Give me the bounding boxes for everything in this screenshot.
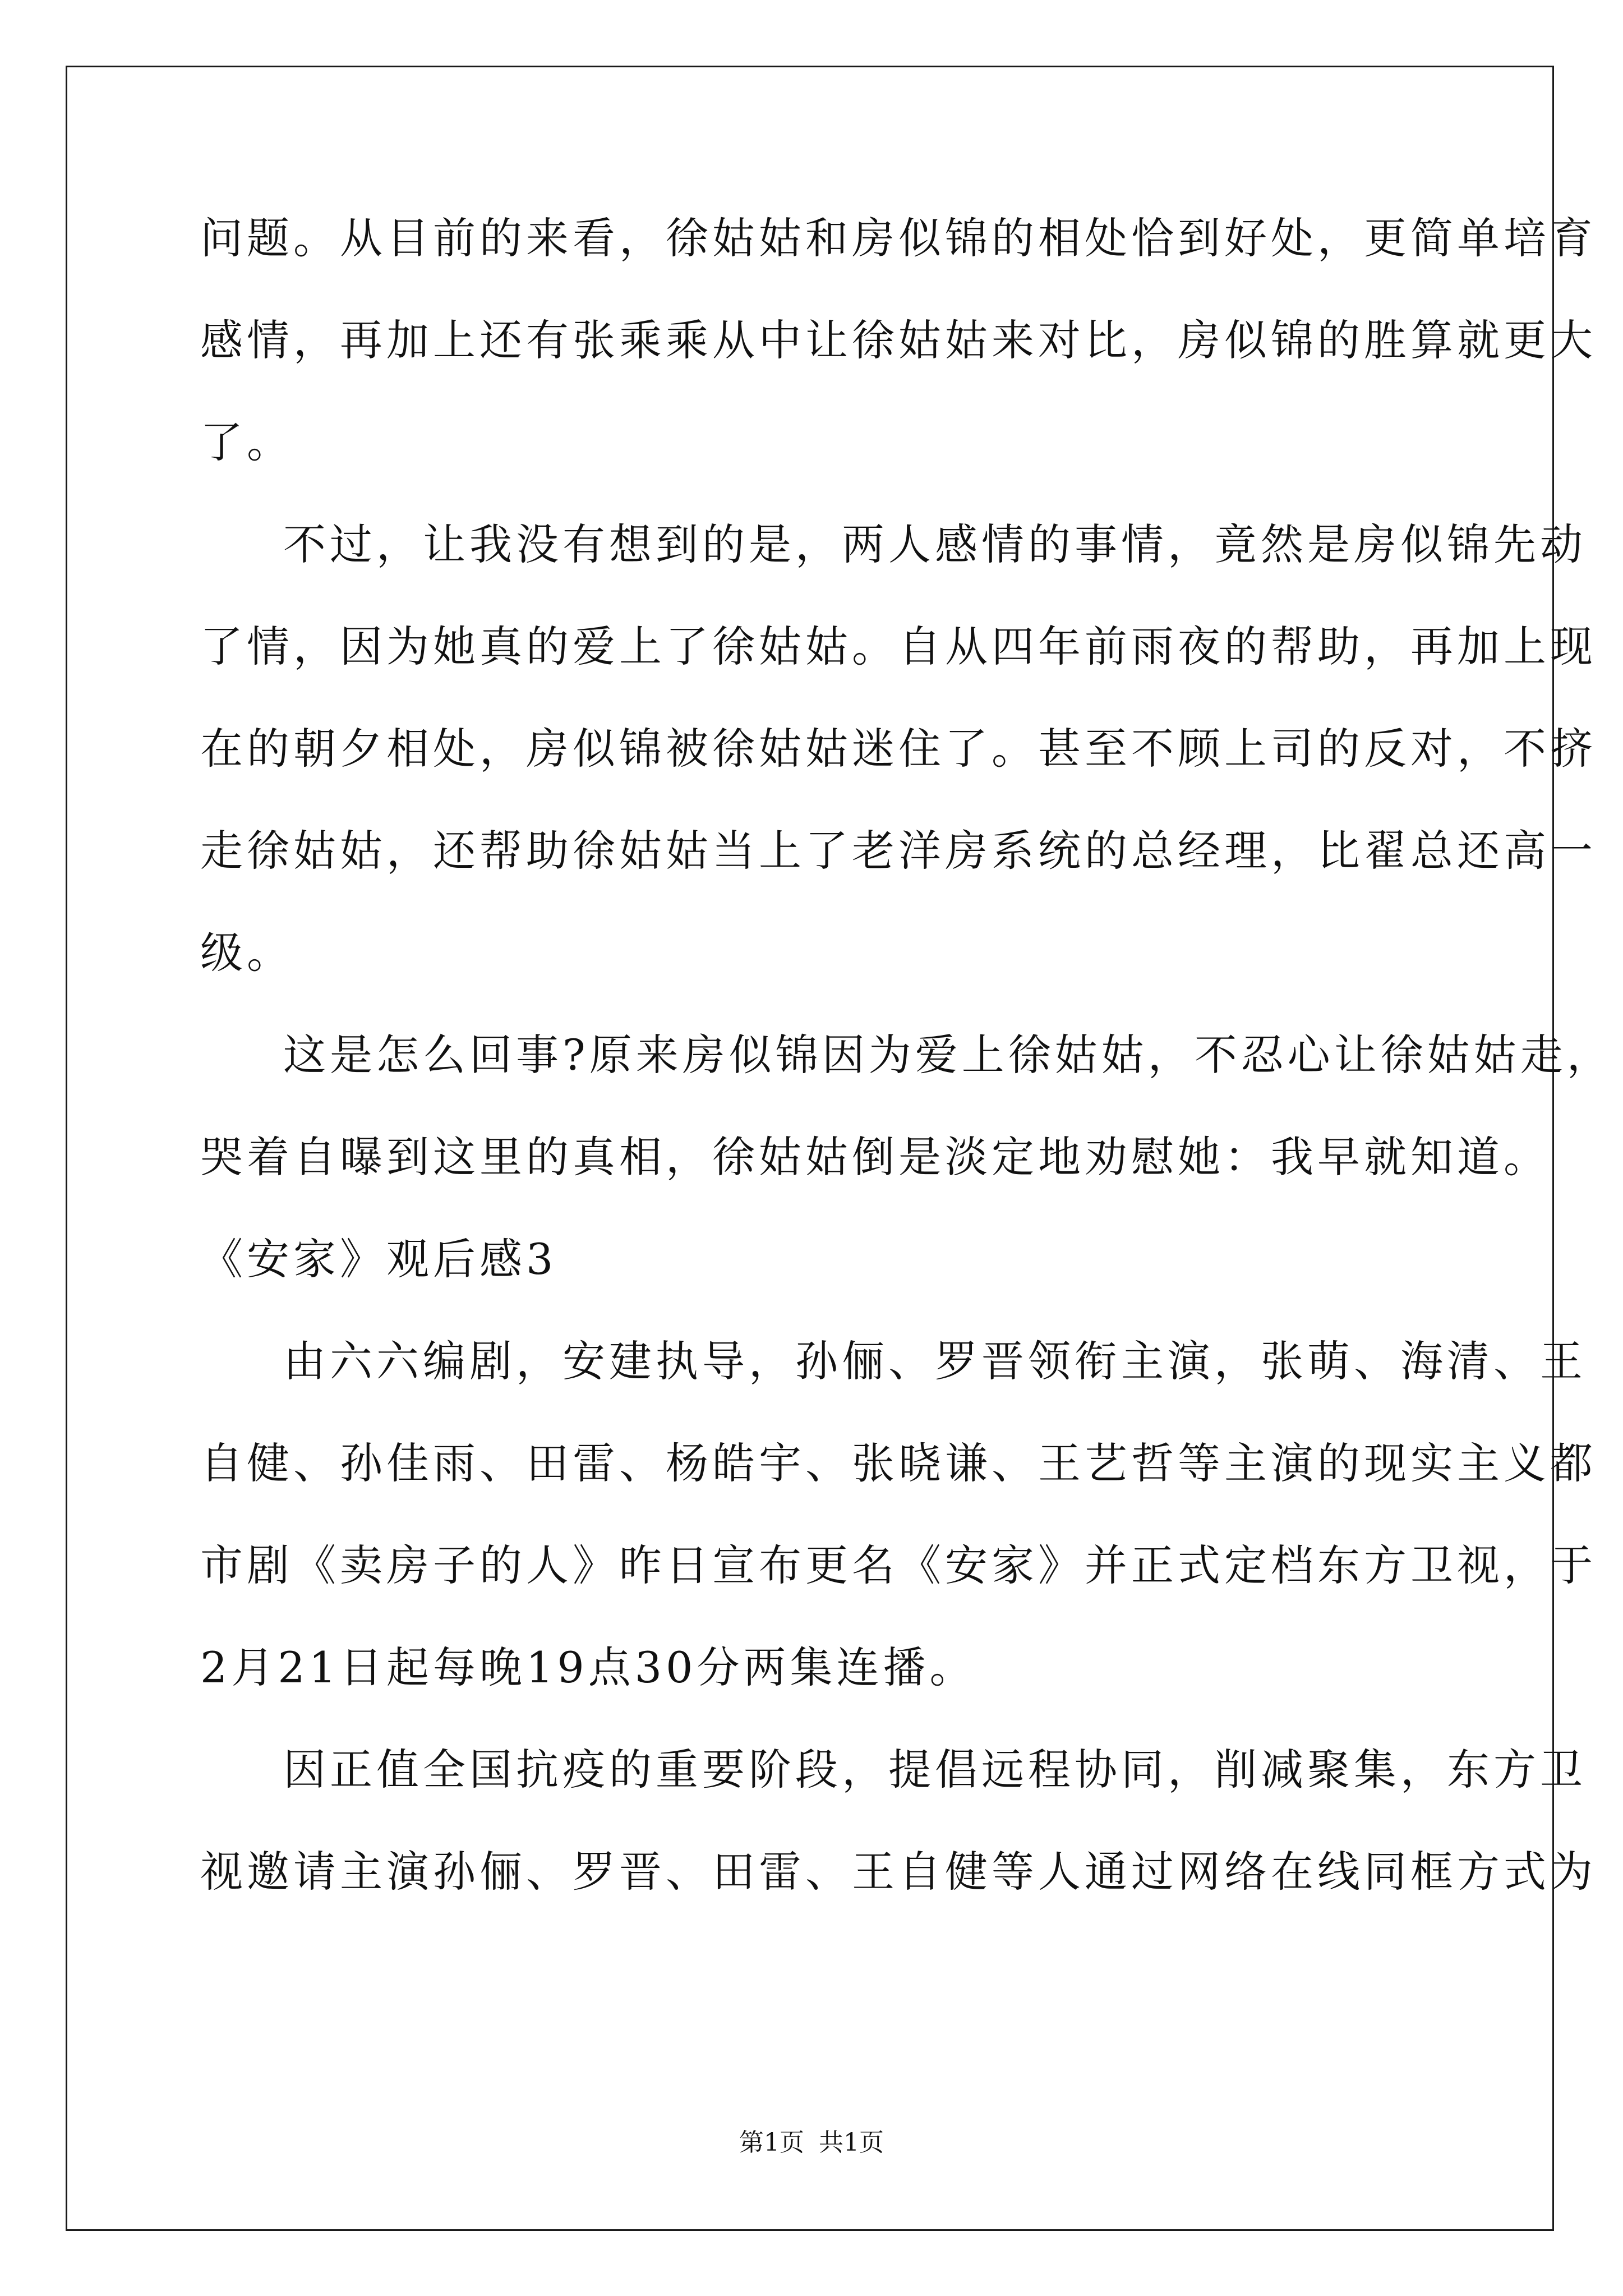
- text-line: 视邀请主演孙俪、罗晋、田雷、王自健等人通过网络在线同框方式为: [200, 1847, 1597, 1897]
- text-line: 感情，再加上还有张乘乘从中让徐姑姑来对比，房似锦的胜算就更大: [200, 315, 1597, 365]
- text-line: 由六六编剧，安建执导，孙俪、罗晋领衔主演，张萌、海清、王: [283, 1336, 1587, 1386]
- text-line: 2月21日起每晚19点30分两集连播。: [200, 1642, 976, 1692]
- text-line: 级。: [200, 928, 293, 978]
- text-line: 在的朝夕相处，房似锦被徐姑姑迷住了。甚至不顾上司的反对，不挤: [200, 724, 1597, 774]
- page-number: 第1页: [739, 2128, 804, 2157]
- text-line: 问题。从目前的来看，徐姑姑和房似锦的相处恰到好处，更简单培育: [200, 213, 1597, 263]
- text-line: 了。: [200, 417, 293, 467]
- text-line: 市剧《卖房子的人》昨日宣布更名《安家》并正式定档东方卫视，于: [200, 1540, 1597, 1590]
- section-heading: 《安家》观后感3: [200, 1234, 557, 1284]
- text-line: 自健、孙佳雨、田雷、杨皓宇、张晓谦、王艺哲等主演的现实主义都: [200, 1438, 1597, 1488]
- text-line: 不过，让我没有想到的是，两人感情的事情，竟然是房似锦先动: [283, 519, 1587, 569]
- text-line: 了情，因为她真的爱上了徐姑姑。自从四年前雨夜的帮助，再加上现: [200, 622, 1597, 671]
- text-line: 走徐姑姑，还帮助徐姑姑当上了老洋房系统的总经理，比翟总还高一: [200, 826, 1597, 876]
- text-line: 哭着自曝到这里的真相，徐姑姑倒是淡定地劝慰她：我早就知道。: [200, 1132, 1550, 1182]
- page-footer: [0, 2126, 1623, 2160]
- page-total: 共1页: [819, 2128, 884, 2157]
- text-line: 这是怎么回事?原来房似锦因为爱上徐姑姑，不忍心让徐姑姑走，: [283, 1030, 1613, 1080]
- text-line: 因正值全国抗疫的重要阶段，提倡远程协同，削减聚集，东方卫: [283, 1745, 1587, 1795]
